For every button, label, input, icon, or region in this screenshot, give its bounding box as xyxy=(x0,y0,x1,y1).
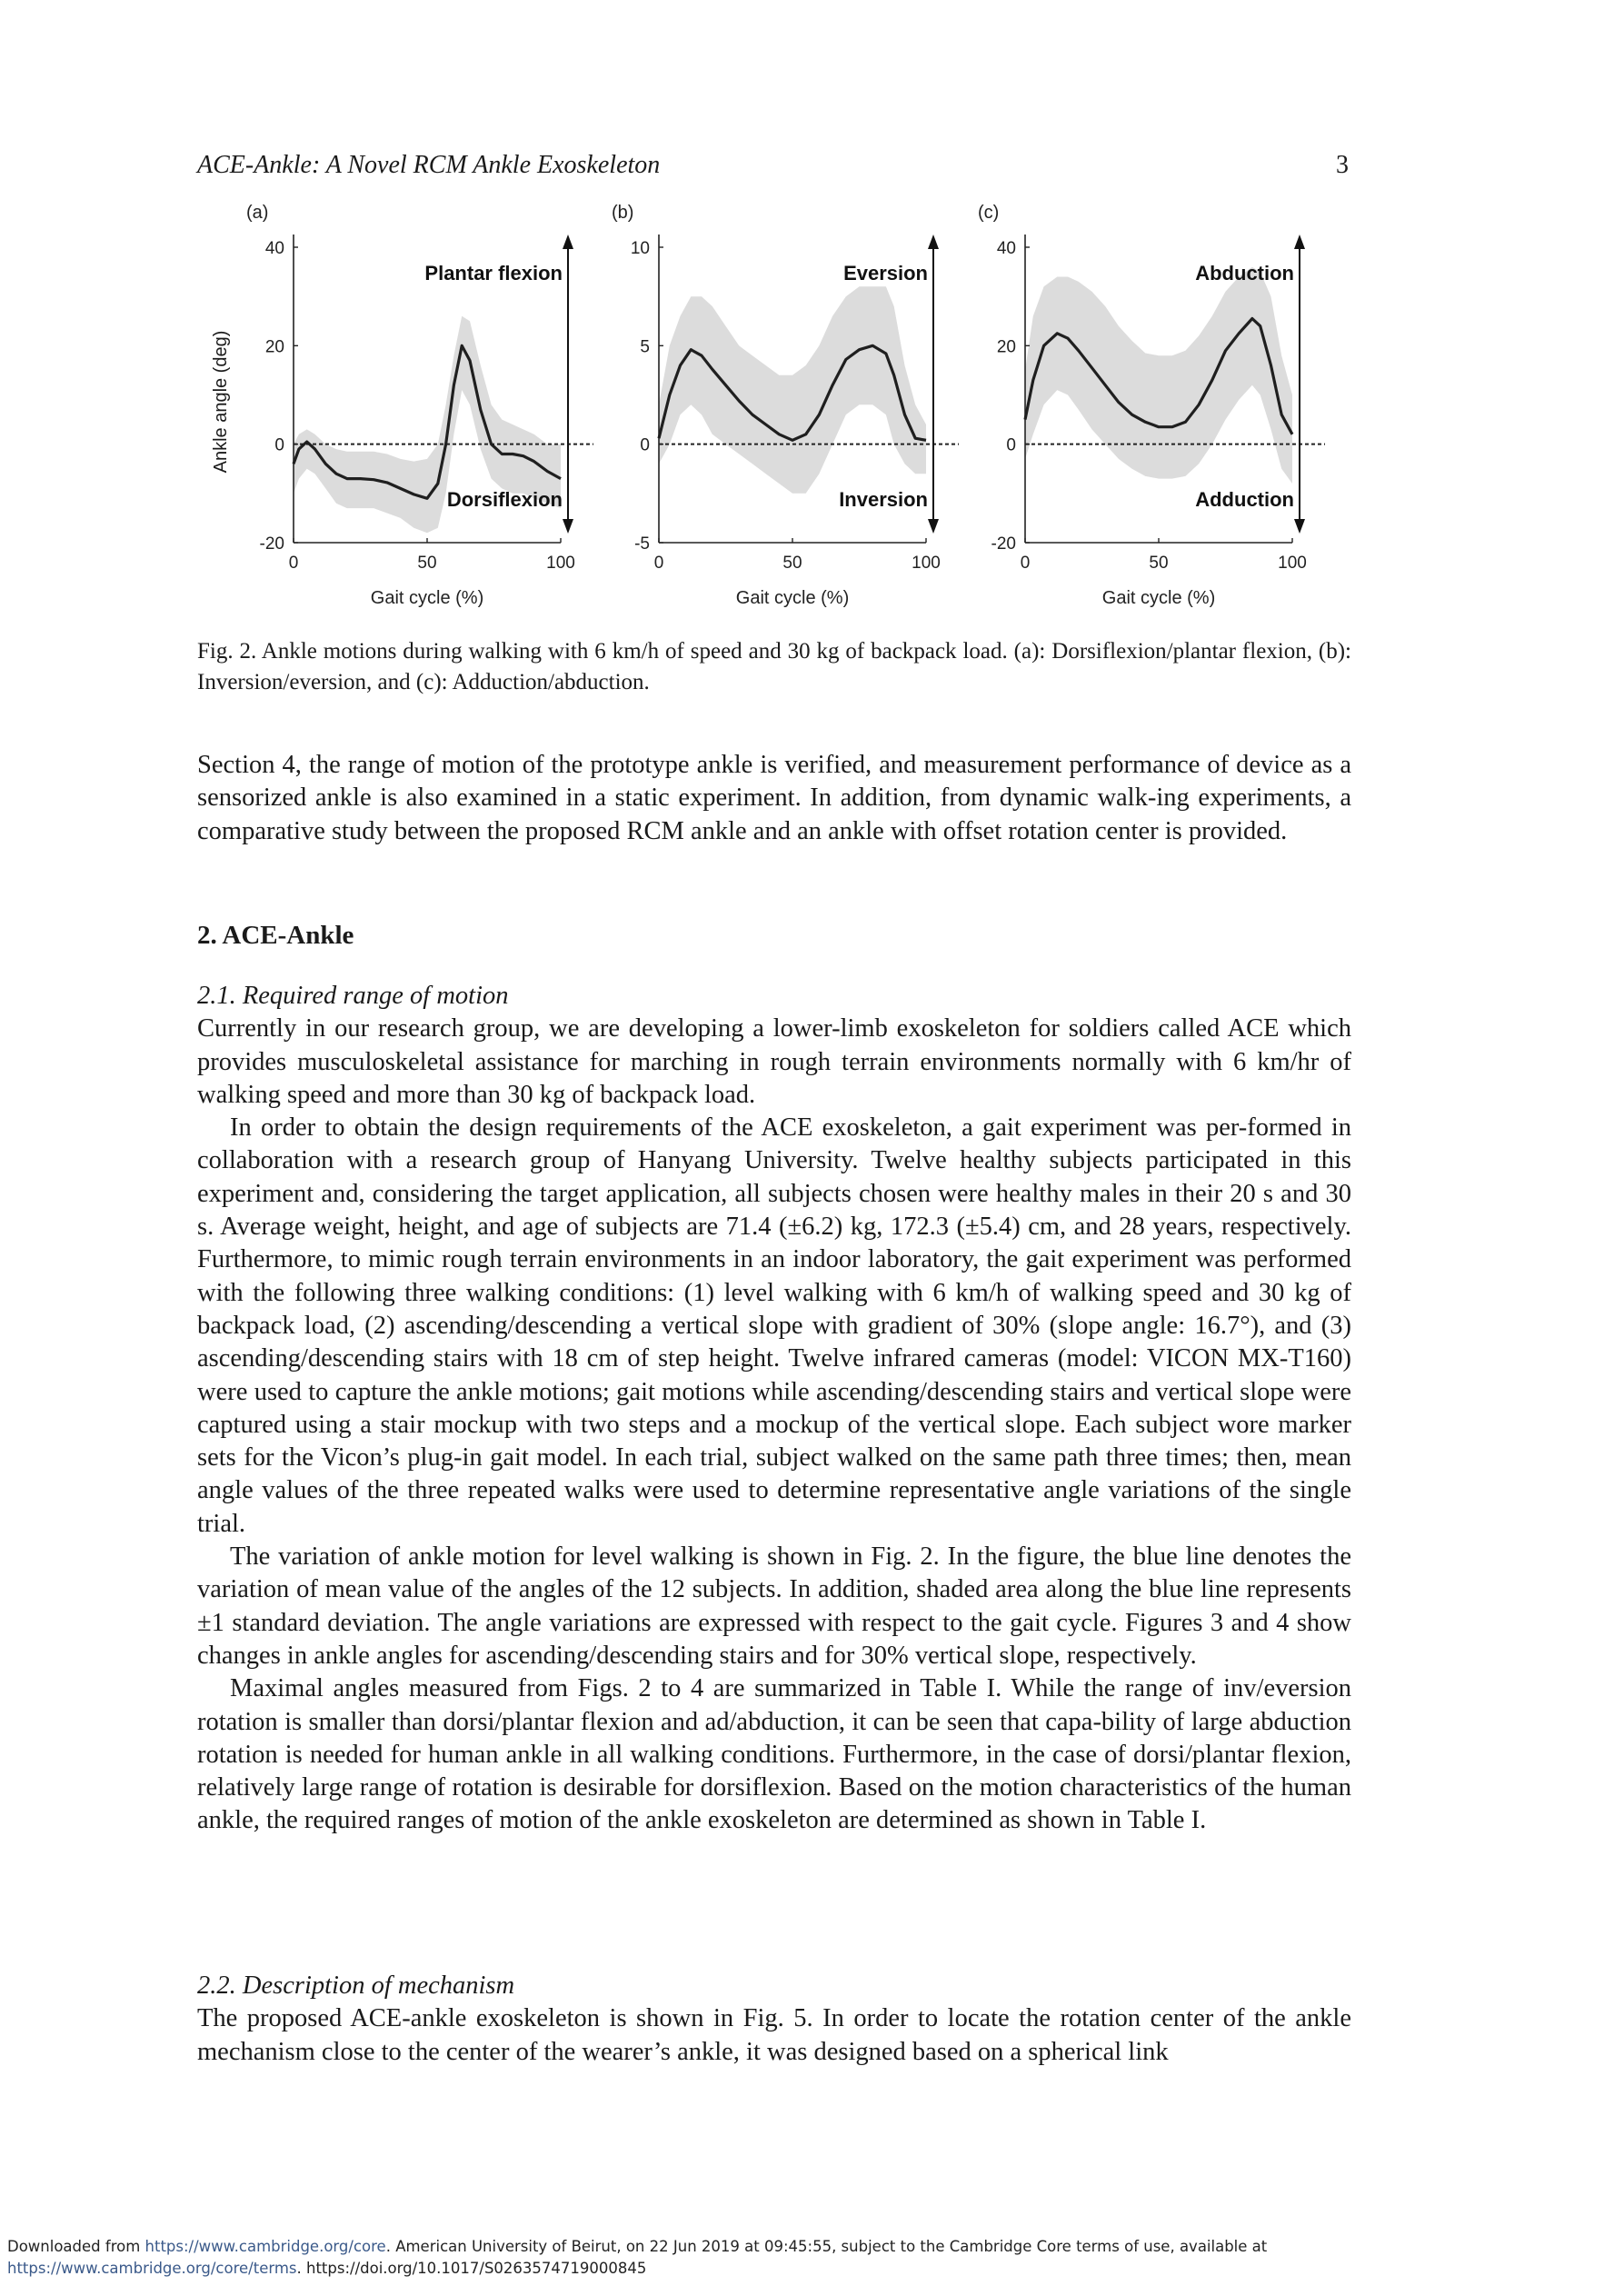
x-axis-label: Gait cycle (%) xyxy=(735,588,850,608)
y-tick-label: 20 xyxy=(996,337,1016,357)
down-arrowhead xyxy=(928,519,939,534)
up-arrowhead xyxy=(1294,235,1305,249)
panel-tag: (b) xyxy=(612,203,634,223)
x-tick-label: 100 xyxy=(1278,554,1307,573)
subsection-2-1 xyxy=(197,980,1351,1838)
x-tick-label: 50 xyxy=(1149,554,1169,573)
x-tick-label: 50 xyxy=(782,554,802,573)
footer-prefix: Downloaded from xyxy=(7,2238,145,2255)
terms-link[interactable]: https://www.cambridge.org/core/terms xyxy=(7,2260,297,2277)
paragraph: The proposed ACE-ankle exoskeleton is shown in Fig. 5. In order to locate the rotation center of the ankle mechanism close to the center of the wearer’s ankle, it was designed based on a spherical link xyxy=(197,2004,1351,2066)
chart-panel-1 xyxy=(246,203,593,608)
figure-2 xyxy=(195,202,1350,611)
chart-panel-2 xyxy=(612,203,959,608)
running-title: ACE-Ankle: A Novel RCM Ankle Exoskeleton xyxy=(197,151,661,179)
running-head xyxy=(197,151,1349,187)
upper-direction-label: Eversion xyxy=(843,262,928,285)
down-arrowhead xyxy=(1294,519,1305,534)
intro-paragraph: Section 4, the range of motion of the prototype ankle is verified, and measurement performance of device as a sensorized ankle is also examined in a static experiment. In addition, from dynamic walk-ing experiments, a comparative study between the proposed RCM ankle and an ankle with offset rotation center is provided. xyxy=(197,751,1351,845)
subsection-heading-2-2: 2.2. Description of mechanism xyxy=(197,1972,515,2000)
up-arrowhead xyxy=(928,235,939,249)
x-tick-label: 50 xyxy=(417,554,437,573)
y-tick-label: 0 xyxy=(274,435,284,455)
lower-direction-label: Adduction xyxy=(1195,488,1294,511)
chart-panel-3 xyxy=(978,203,1325,608)
y-tick-label: -20 xyxy=(259,534,284,554)
panel-tag: (a) xyxy=(246,203,269,223)
y-tick-label: 40 xyxy=(264,239,284,258)
figure-caption: Fig. 2. Ankle motions during walking with 6 km/h of speed and 30 kg of backpack load. (a): Dorsiflexion/plantar flexion, (b): Inversion/eversion, and (c): Adduction/abduction. xyxy=(197,639,1351,694)
subsection-2-2 xyxy=(197,1970,1351,2069)
lower-direction-label: Dorsiflexion xyxy=(446,488,563,511)
up-arrowhead xyxy=(563,235,573,249)
y-tick-label: 10 xyxy=(630,239,650,258)
x-axis-label: Gait cycle (%) xyxy=(1101,588,1216,608)
y-tick-label: 20 xyxy=(264,337,284,357)
paragraph: In order to obtain the design requirements of the ACE exoskeleton, a gait experiment was per-formed in collaboration with a research group of Hanyang University. Twelve healthy subjects participated in this experiment and, considering the target application, all subjects chosen were healthy males in their 20 s and 30 s. Average weight, height, and age of subjects are 71.4 (±6.2) kg, 172.3 (±5.4) cm, and 28 years, respectively. Furthermore, to mimic rough terrain environments in an indoor laboratory, the gait experiment was performed with the following three walking conditions: (1) level walking with 6 km/h of walking speed and 30 kg of backpack load, (2) ascending/descending a vertical slope with gradient of 30% (slope angle: 16.7°), and (3) ascending/descending stairs with 18 cm of step height. Twelve infrared cameras (model: VICON MX-T160) were used to capture the ankle motions; gait motions while ascending/descending stairs and vertical slope were captured using a stair mockup with two steps and a mockup of the vertical slope. Each subject wore marker sets for the Vicon’s plug-in gait model. In each trial, subject walked on the same path three times; then, mean angle values of the three repeated walks were used to determine representative angle variations of the single trial. xyxy=(197,1113,1351,1538)
y-tick-label: 0 xyxy=(640,435,650,455)
down-arrowhead xyxy=(563,519,573,534)
download-footer xyxy=(7,2236,1616,2280)
panel-tag: (c) xyxy=(978,203,1000,223)
y-tick-label: -20 xyxy=(991,534,1016,554)
paragraph: Currently in our research group, we are developing a lower-limb exoskeleton for soldiers called ACE which provides musculoskeletal assistance for marching in rough terrain environments normally with 6 km/hr of walking speed and more than 30 kg of backpack load. xyxy=(197,1014,1351,1109)
y-tick-label: -5 xyxy=(634,534,650,554)
shared-y-axis-label: Ankle angle (deg) xyxy=(211,330,231,474)
x-tick-label: 0 xyxy=(653,554,664,573)
sd-band xyxy=(1025,267,1292,484)
sd-band xyxy=(659,286,926,494)
doi-text: . https://doi.org/10.1017/S0263574719000845 xyxy=(296,2260,647,2277)
x-tick-label: 100 xyxy=(546,554,575,573)
x-tick-label: 0 xyxy=(1020,554,1031,573)
y-tick-label: 5 xyxy=(640,337,650,357)
paragraph: Maximal angles measured from Figs. 2 to 4 are summarized in Table I. While the range of inv/eversion rotation is smaller than dorsi/plantar flexion and ad/abduction, it can be seen that capa-bility of large abduction rotation is needed for human ankle in all walking conditions. Furthermore, in the case of dorsi/plantar flexion, relatively large range of rotation is desirable for dorsiflexion. Based on the motion characteristics of the human ankle, the required ranges of motion of the ankle exoskeleton are determined as shown in Table I. xyxy=(197,1674,1351,1835)
x-tick-label: 100 xyxy=(912,554,941,573)
x-axis-label: Gait cycle (%) xyxy=(370,588,484,608)
ankle-motion-chart xyxy=(195,202,1350,611)
page-number: 3 xyxy=(1336,151,1349,179)
y-tick-label: 40 xyxy=(996,239,1016,258)
upper-direction-label: Abduction xyxy=(1195,262,1294,285)
y-tick-label: 0 xyxy=(1006,435,1016,455)
intro-paragraph-block xyxy=(197,749,1351,848)
upper-direction-label: Plantar flexion xyxy=(424,262,563,285)
subsection-heading-2-1: 2.1. Required range of motion xyxy=(197,982,509,1010)
x-tick-label: 0 xyxy=(288,554,299,573)
section-heading-2: 2. ACE-Ankle xyxy=(197,921,354,950)
lower-direction-label: Inversion xyxy=(839,488,928,511)
paragraph: The variation of ankle motion for level walking is shown in Fig. 2. In the figure, the blue line denotes the variation of mean value of the angles of the 12 subjects. In addition, shaded area along the blue line represents ±1 standard deviation. The angle variations are expressed with respect to the gait cycle. Figures 3 and 4 show changes in ankle angles for ascending/descending stairs and for 30% vertical slope, respectively. xyxy=(197,1542,1351,1670)
footer-middle: . American University of Beirut, on 22 Jun 2019 at 09:45:55, subject to the Cambridge Core terms of use, available at xyxy=(385,2238,1268,2255)
core-link[interactable]: https://www.cambridge.org/core xyxy=(144,2238,386,2255)
